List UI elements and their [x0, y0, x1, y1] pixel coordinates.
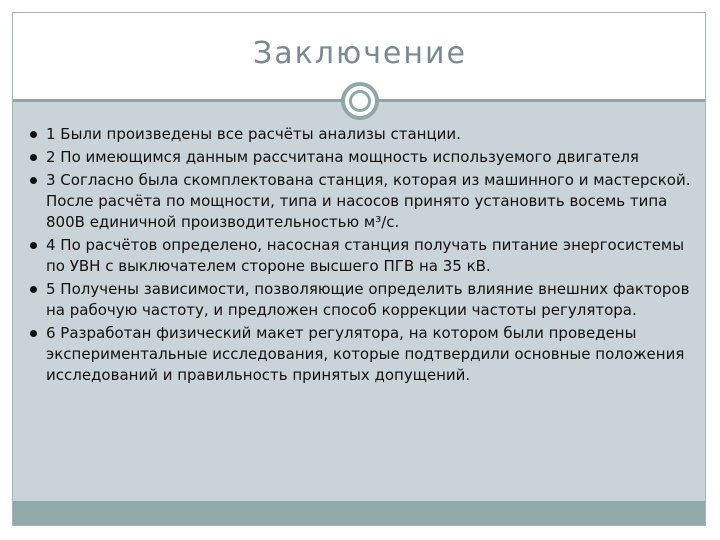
bullet-text: 4 По расчётов определено, насосная станция получать питание энергосистемы по УВН с выключателем стороне высшего ПГВ на 35 кВ. [46, 236, 685, 275]
slide-frame [12, 12, 706, 526]
bullet-text: 3 Согласно была скомплектована станция, которая из машинного и мастерской. После расчёта по мощности, типа и насосов принято установить восемь типа 800В единичной производительностью м³/с. [46, 171, 691, 231]
bullet-text: 1 Были произведены все расчёты анализы станции. [46, 125, 461, 143]
slide-title: Заключение [253, 36, 467, 71]
bullet-text: 2 По имеющимся данным рассчитана мощность используемого двигателя [46, 148, 639, 166]
bullet-text: 6 Разработан физический макет регулятора, на котором были проведены экспериментальные исследования, которые подтвердили основные положения исследований и правильность принятых допущений. [46, 324, 685, 384]
bullet-text: 5 Получены зависимости, позволяющие определить влияние внешних факторов на рабочую частоту, и предложен способ коррекции частоты регулятора. [46, 280, 690, 319]
